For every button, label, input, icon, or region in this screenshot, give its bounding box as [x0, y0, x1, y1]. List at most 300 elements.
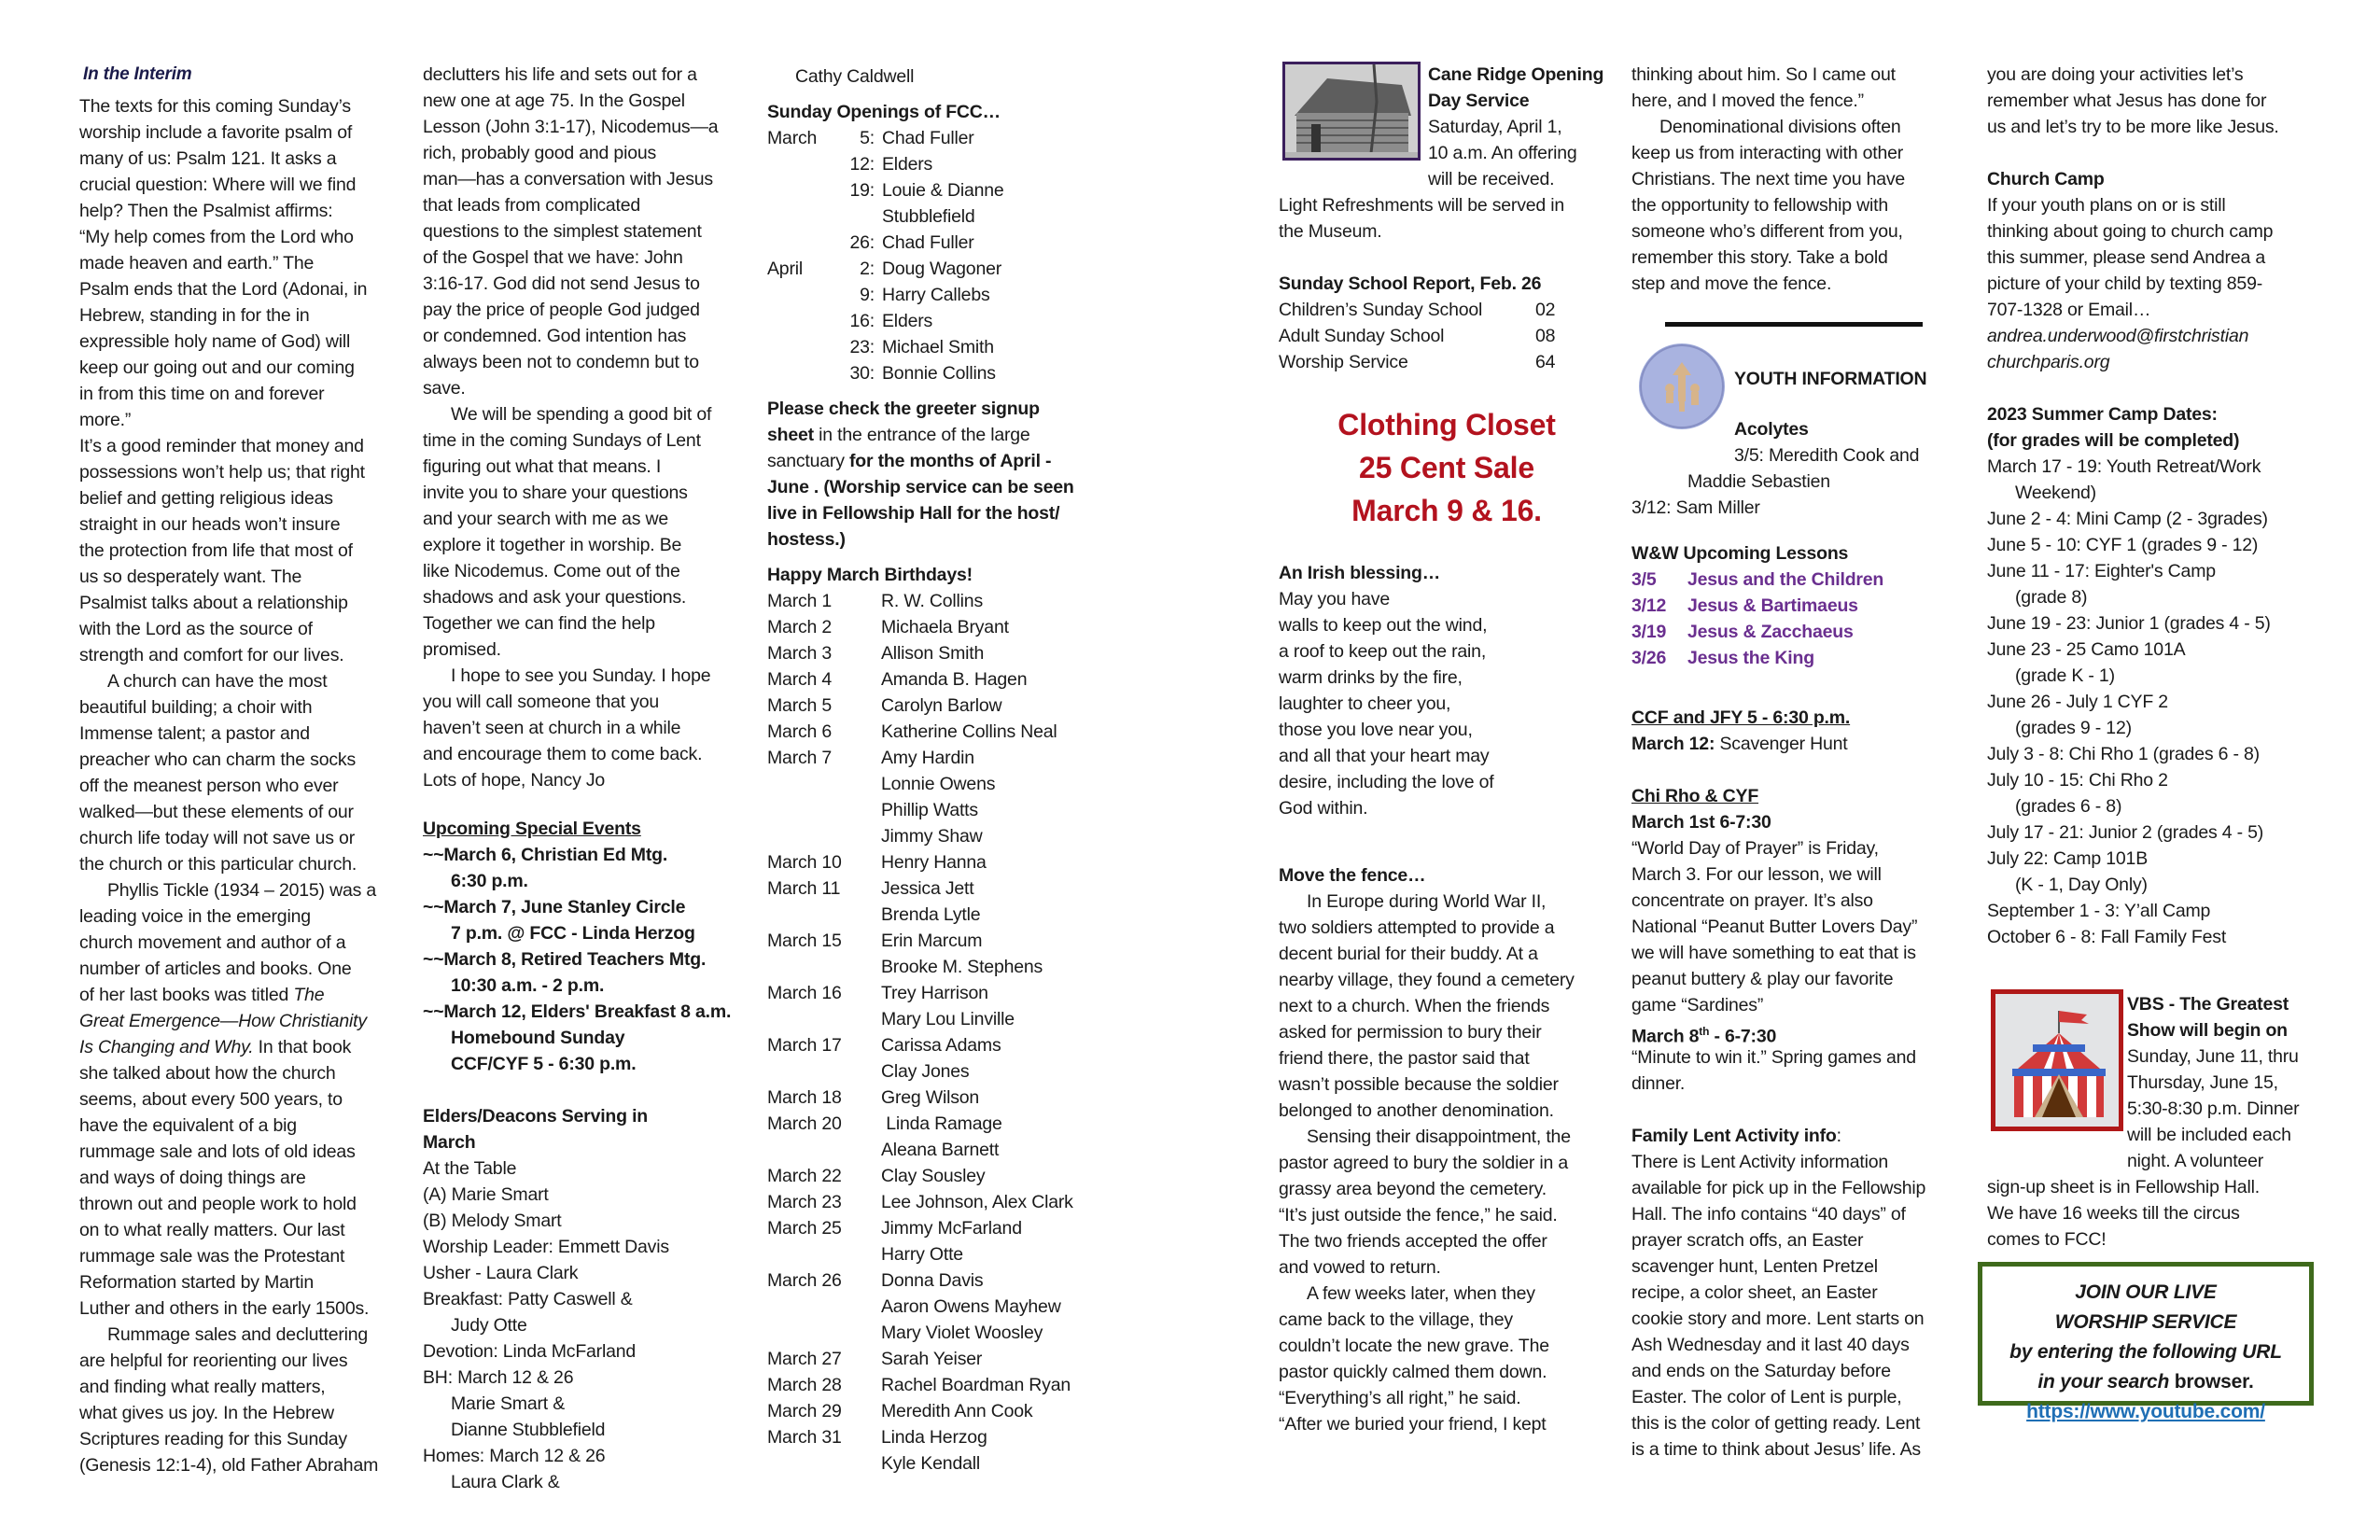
body-line: Luther and others in the early 1500s. — [79, 1298, 370, 1319]
birthday-row — [767, 849, 987, 875]
camp-date-row: June 11 - 17: Eighter's Camp — [1987, 561, 2216, 581]
body-line: rummage sale and lots of old ideas — [79, 1141, 356, 1162]
opening-day: 23: — [849, 337, 875, 357]
birthday-name: Mary Lou Linville — [881, 1009, 1015, 1029]
lent-line: cookie story and more. Lent starts on — [1631, 1309, 1925, 1329]
body-line: worship include a favorite psalm of — [79, 122, 353, 143]
camp-date-row: (K - 1, Day Only) — [2015, 875, 2148, 895]
body-line: Hebrew, standing in for the in — [79, 305, 310, 326]
colon: : — [1836, 1126, 1841, 1146]
body-line: and encourage them to come back. — [423, 744, 703, 764]
blessing-line: a roof to keep out the rain, — [1279, 641, 1487, 662]
closet-line: Clothing Closet — [1337, 408, 1556, 441]
opening-row — [767, 125, 974, 151]
opening-month: March — [767, 128, 818, 148]
body-line: man—has a conversation with Jesus — [423, 169, 713, 189]
opening-name: Harry Callebs — [882, 285, 990, 305]
chirho-line: March 3. For our lesson, we will — [1631, 864, 1882, 885]
birthday-row — [767, 954, 1043, 980]
birthday-date: March 5 — [767, 695, 833, 716]
body-line: shadows and ask your questions. — [423, 587, 687, 608]
email-line-1[interactable]: andrea.underwood@firstchristian — [1987, 326, 2249, 346]
camp-date-row: Weekend) — [2015, 483, 2096, 503]
camp-date-row: (grade 8) — [2015, 587, 2088, 608]
story-line: thinking about him. So I came out — [1631, 64, 1896, 85]
opening-name: Stubblefield — [882, 206, 975, 227]
vbs-line: will be included each — [2127, 1125, 2291, 1145]
body-line: Rummage sales and decluttering — [107, 1324, 369, 1345]
body-line: time in the coming Sundays of Lent — [423, 430, 701, 451]
blessing-line: laughter to cheer you, — [1279, 693, 1451, 714]
logo-icon — [1639, 343, 1725, 429]
camp-date-row: September 1 - 3: Y’all Camp — [1987, 901, 2211, 921]
story-line: Denominational divisions often — [1659, 117, 1901, 137]
event-line: ~~March 6, Christian Ed Mtg. — [423, 845, 668, 865]
body-line: more.” — [79, 410, 132, 430]
blessing-line: desire, including the love of — [1279, 772, 1494, 792]
camp-dates-heading: 2023 Summer Camp Dates: — [1987, 404, 2218, 425]
elder-line: Judy Otte — [451, 1315, 527, 1336]
cane-ridge-title: Cane Ridge Opening — [1428, 64, 1604, 85]
camp-date-row: June 5 - 10: CYF 1 (grades 9 - 12) — [1987, 535, 2259, 555]
lent-line: you are doing your activities let’s — [1987, 64, 2244, 85]
lesson-date: 3/12 — [1631, 595, 1667, 616]
article-heading: In the Interim — [83, 64, 192, 84]
camp-date-row: (grades 9 - 12) — [2015, 718, 2132, 738]
youtube-link[interactable]: https://www.youtube.com/ — [2026, 1401, 2265, 1422]
elder-line: Dianne Stubblefield — [451, 1420, 606, 1440]
body-text: of her last books was titled — [79, 985, 294, 1005]
vbs-title: VBS - The Greatest — [2127, 994, 2289, 1015]
birthday-row — [767, 928, 982, 954]
story-line: step and move the fence. — [1631, 273, 1832, 294]
lent-line: and ends on the Saturday before — [1631, 1361, 1891, 1381]
story-line: someone who’s different from you, — [1631, 221, 1903, 242]
elder-line: Laura Clark & — [451, 1472, 560, 1492]
acolyte-line: 3/5: Meredith Cook and — [1734, 445, 1920, 466]
lesson-date: 3/19 — [1631, 622, 1667, 642]
elder-line: Marie Smart & — [451, 1393, 566, 1414]
opening-day: 19: — [849, 180, 875, 201]
elder-line: Worship Leader: Emmett Davis — [423, 1237, 669, 1257]
cane-ridge-photo — [1282, 62, 1421, 161]
story-line: next to a church. When the friends — [1279, 996, 1550, 1016]
camp-line: 707-1328 or Email… — [1987, 300, 2151, 320]
body-line: save. — [423, 378, 466, 399]
birthday-date: March 6 — [767, 721, 833, 742]
birthday-row — [767, 1424, 987, 1450]
cane-ridge-line: Saturday, April 1, — [1428, 117, 1562, 137]
lesson-title: Jesus and the Children — [1687, 569, 1884, 590]
story-line: asked for permission to bury their — [1279, 1022, 1542, 1043]
body-line: Immense talent; a pastor and — [79, 723, 310, 744]
birthday-row — [767, 745, 974, 771]
opening-name: Louie & Dianne — [882, 180, 1004, 201]
birthday-date: March 15 — [767, 931, 842, 951]
greeter-line-1: Please check the greeter signup — [767, 399, 1040, 419]
event-line: CCF/CYF 5 - 6:30 p.m. — [451, 1054, 637, 1074]
body-line: many of us: Psalm 121. It asks a — [79, 148, 337, 169]
lesson-row — [1631, 593, 1858, 619]
live-line-4 — [1982, 1367, 2309, 1397]
opening-day: 26: — [849, 232, 875, 253]
birthday-name: Erin Marcum — [881, 931, 983, 951]
camp-date-row: March 17 - 19: Youth Retreat/Work — [1987, 456, 2261, 477]
elder-name: Cathy Caldwell — [795, 66, 915, 87]
vbs-line: Thursday, June 15, — [2127, 1072, 2278, 1093]
lent-line: scavenger hunt, Lenten Pretzel — [1631, 1256, 1878, 1277]
lesson-title: Jesus & Zacchaeus — [1687, 622, 1854, 642]
body-line: what gives us joy. In the Hebrew — [79, 1403, 334, 1423]
birthday-date: March 27 — [767, 1349, 842, 1369]
email-line-2[interactable]: churchparis.org — [1987, 352, 2110, 372]
birthday-name: R. W. Collins — [881, 591, 984, 611]
date-suffix: th — [1699, 1025, 1710, 1038]
birthday-row — [767, 1372, 1071, 1398]
story-line: In Europe during World War II, — [1307, 891, 1547, 912]
birthday-name: Allison Smith — [881, 643, 985, 664]
opening-day: 9: — [860, 285, 875, 305]
birthday-row — [767, 1085, 979, 1111]
story-line: the opportunity to fellowship with — [1631, 195, 1889, 216]
opening-row — [767, 256, 1001, 282]
body-line: and your search with me as we — [423, 509, 668, 529]
birthday-row — [767, 1032, 1001, 1058]
elders-heading-2: March — [423, 1132, 476, 1153]
chirho-date-1: March 1st 6-7:30 — [1631, 812, 1771, 833]
body-line: and ways of doing things are — [79, 1168, 306, 1188]
chirho-line: we will have something to eat that is — [1631, 943, 1916, 963]
body-line: (Genesis 12:1-4), old Father Abraham — [79, 1455, 379, 1476]
ccf-date: March 12: — [1631, 734, 1715, 754]
greeter-line-3 — [767, 448, 1051, 474]
lesson-date: 3/26 — [1631, 648, 1667, 668]
book-title: Is Changing and Why. — [79, 1037, 254, 1057]
live-worship-box — [1978, 1262, 2314, 1422]
ccf-line — [1631, 731, 1848, 757]
story-line: grassy area beyond the cemetery. — [1279, 1179, 1547, 1199]
lesson-row — [1631, 619, 1854, 645]
sunday-school-row — [1279, 323, 1555, 349]
blessing-line: God within. — [1279, 798, 1368, 819]
birthday-row — [767, 875, 973, 902]
story-line: Sensing their disappointment, the — [1307, 1127, 1571, 1147]
story-line: two soldiers attempted to provide a — [1279, 917, 1555, 938]
birthday-row — [767, 719, 1057, 745]
body-line: questions to the simplest statement — [423, 221, 702, 242]
opening-name: Doug Wagoner — [882, 259, 1002, 279]
openings-heading: Sunday Openings of FCC… — [767, 102, 1001, 122]
blessing-line: warm drinks by the fire, — [1279, 667, 1463, 688]
attendance-count: 64 — [1535, 352, 1556, 372]
section-divider — [1665, 322, 1923, 327]
fence-heading: Move the fence… — [1279, 865, 1426, 886]
birthday-name: Clay Sousley — [881, 1166, 986, 1186]
birthday-row — [767, 1450, 980, 1477]
blessing-line: May you have — [1279, 589, 1390, 609]
birthday-name: Katherine Collins Neal — [881, 721, 1057, 742]
body-line: in from this time on and forever — [79, 384, 325, 404]
body-line: Together we can find the help — [423, 613, 655, 634]
body-line: of the Gospel that we have: John — [423, 247, 683, 268]
opening-name: Chad Fuller — [882, 128, 974, 148]
body-line: Psalmist talks about a relationship — [79, 593, 348, 613]
vbs-line: night. A volunteer — [2127, 1151, 2264, 1171]
birthday-date: March 1 — [767, 591, 833, 611]
opening-name: Michael Smith — [882, 337, 994, 357]
opening-row — [767, 360, 996, 386]
body-line: We will be spending a good bit of — [451, 404, 712, 425]
camp-line: If your youth plans on or is still — [1987, 195, 2226, 216]
body-line: rummage sale was the Protestant — [79, 1246, 345, 1267]
story-line: friend there, the pastor said that — [1279, 1048, 1530, 1069]
greeter-line-2 — [767, 422, 1030, 448]
camp-date-row: (grade K - 1) — [2015, 665, 2115, 686]
body-line: keep our going out and our coming — [79, 357, 355, 378]
cane-ridge-line: the Museum. — [1279, 221, 1382, 242]
birthday-row — [767, 666, 1027, 693]
sunday-school-row — [1279, 297, 1555, 323]
body-line: that leads from complicated — [423, 195, 641, 216]
opening-row — [767, 334, 994, 360]
book-title: Great Emergence—How Christianity — [79, 1011, 367, 1031]
body-line: have the equivalent of a big — [79, 1115, 297, 1136]
body-line: like Nicodemus. Come out of the — [423, 561, 680, 581]
church-camp-heading: Church Camp — [1987, 169, 2105, 189]
body-line: Scriptures reading for this Sunday — [79, 1429, 347, 1449]
body-line: Psalm ends that the Lord (Adonai, in — [79, 279, 368, 300]
birthday-row — [767, 823, 983, 849]
elder-line: (B) Melody Smart — [423, 1211, 562, 1231]
lent-line: Easter. The color of Lent is purple, — [1631, 1387, 1902, 1407]
body-line: I hope to see you Sunday. I hope — [451, 665, 711, 686]
body-line: strength and comfort for our lives. — [79, 645, 344, 665]
story-line: “Everything’s all right,” he said. — [1279, 1388, 1521, 1408]
elder-line: Usher - Laura Clark — [423, 1263, 579, 1283]
story-line: decent burial for their buddy. At a — [1279, 944, 1538, 964]
birthday-row — [767, 1346, 982, 1372]
opening-name: Elders — [882, 311, 933, 331]
birthday-name: Brooke M. Stephens — [881, 957, 1043, 977]
birthday-date: March 3 — [767, 643, 833, 664]
birthday-date: March 28 — [767, 1375, 842, 1395]
story-line: and vowed to return. — [1279, 1257, 1441, 1278]
camp-line: this summer, please send Andrea a — [1987, 247, 2265, 268]
greeter-bold: sheet — [767, 425, 814, 445]
birthday-name: Greg Wilson — [881, 1087, 980, 1108]
youth-info-heading: YOUTH INFORMATION — [1734, 369, 1927, 389]
blessing-line: walls to keep out the wind, — [1279, 615, 1488, 636]
opening-row — [767, 151, 932, 177]
date-time: - 6-7:30 — [1709, 1026, 1777, 1047]
lent-line: us and let’s try to be more like Jesus. — [1987, 117, 2279, 137]
story-line: came back to the village, they — [1279, 1309, 1513, 1330]
greeter-line-6: hostess.) — [767, 529, 846, 550]
chirho-date-2 — [1631, 1018, 1777, 1047]
birthday-name: Lee Johnson, Alex Clark — [881, 1192, 1073, 1212]
birthday-row — [767, 1241, 963, 1267]
story-line: A few weeks later, when they — [1307, 1283, 1535, 1304]
birthday-name: Brenda Lytle — [881, 904, 981, 925]
event-line: 7 p.m. @ FCC - Linda Herzog — [451, 923, 695, 944]
story-line: here, and I moved the fence.” — [1631, 91, 1864, 111]
vbs-line: Sunday, June 11, thru — [2127, 1046, 2299, 1067]
opening-day: 5: — [860, 128, 875, 148]
chirho-line: “Minute to win it.” Spring games and — [1631, 1047, 1916, 1068]
vbs-line: comes to FCC! — [1987, 1229, 2107, 1250]
body-line: always been not to condemn but to — [423, 352, 699, 372]
opening-name: Bonnie Collins — [882, 363, 996, 384]
birthday-row — [767, 1320, 1043, 1346]
opening-day: 30: — [849, 363, 875, 384]
opening-name: Chad Fuller — [882, 232, 974, 253]
cane-ridge-line: will be received. — [1428, 169, 1555, 189]
birthday-name: Carissa Adams — [881, 1035, 1001, 1056]
chirho-line: “World Day of Prayer” is Friday, — [1631, 838, 1879, 859]
opening-day: 12: — [849, 154, 875, 175]
lent-line: prayer scratch offs, an Easter — [1631, 1230, 1864, 1251]
birthday-date: March 4 — [767, 669, 833, 690]
lesson-title: Jesus the King — [1687, 648, 1814, 668]
body-line: beautiful building; a choir with — [79, 697, 313, 718]
vbs-line: sign-up sheet is in Fellowship Hall. — [1987, 1177, 2260, 1197]
birthday-name: Henry Hanna — [881, 852, 987, 873]
birthday-date: March 17 — [767, 1035, 842, 1056]
live-line-2: WORSHIP SERVICE — [2054, 1311, 2237, 1333]
event-line: ~~March 12, Elders' Breakfast 8 a.m. — [423, 1001, 732, 1022]
birthday-name: Aaron Owens Mayhew — [881, 1296, 1061, 1317]
body-line: on to what really matters. Our last — [79, 1220, 345, 1240]
birthday-name: Linda Herzog — [881, 1427, 987, 1448]
body-line: or condemned. God intention has — [423, 326, 687, 346]
event-line: ~~March 7, June Stanley Circle — [423, 897, 686, 917]
birthday-date: March 29 — [767, 1401, 842, 1421]
cane-ridge-line: Light Refreshments will be served in — [1279, 195, 1565, 216]
body-line: us so desperately want. The — [79, 567, 302, 587]
birthday-row — [767, 1398, 1032, 1424]
body-line: with the Lord as the source of — [79, 619, 313, 639]
body-line: pay the price of people God judged — [423, 300, 700, 320]
closet-line: 25 Cent Sale — [1359, 451, 1534, 484]
birthday-name: Amanda B. Hagen — [881, 669, 1028, 690]
story-line: “It’s just outside the fence,” he said. — [1279, 1205, 1558, 1225]
body-line: the church or this particular church. — [79, 854, 357, 875]
birthday-date: March 23 — [767, 1192, 842, 1212]
birthday-row — [767, 1215, 1022, 1241]
attendance-label: Children’s Sunday School — [1279, 300, 1483, 320]
lesson-row — [1631, 567, 1883, 593]
birthday-row — [767, 1058, 969, 1085]
vbs-line: We have 16 weeks till the circus — [1987, 1203, 2240, 1224]
body-line: leading voice in the emerging — [79, 906, 311, 927]
birthday-name: Sarah Yeiser — [881, 1349, 983, 1369]
birthday-row — [767, 588, 983, 614]
lent-line: remember what Jesus has done for — [1987, 91, 2267, 111]
birthday-name: Harry Otte — [881, 1244, 963, 1265]
greeter-text: sanctuary — [767, 451, 849, 471]
birthday-name: Aleana Barnett — [881, 1140, 1000, 1160]
body-line: church life today will not save us or — [79, 828, 355, 848]
birthday-row — [767, 771, 995, 797]
body-line: off the meanest person who ever — [79, 776, 339, 796]
live-text: in your search — [2037, 1371, 2170, 1393]
body-line: number of articles and books. One — [79, 959, 352, 979]
body-line: possessions won’t help us; that right — [79, 462, 365, 483]
camp-date-row: June 23 - 25 Camo 101A — [1987, 639, 2186, 660]
date-text: March 8 — [1631, 1026, 1700, 1047]
body-line: haven’t seen at church in a while — [423, 718, 681, 738]
birthday-name: Mary Violet Woosley — [881, 1323, 1043, 1343]
body-line: walked—but these elements of our — [79, 802, 354, 822]
chirho-heading: Chi Rho & CYF — [1631, 786, 1759, 806]
birthdays-heading: Happy March Birthdays! — [767, 565, 973, 585]
birthday-row — [767, 980, 988, 1006]
camp-date-row: July 10 - 15: Chi Rho 2 — [1987, 770, 2168, 791]
body-line: “My help comes from the Lord who — [79, 227, 354, 247]
sunday-school-heading: Sunday School Report, Feb. 26 — [1279, 273, 1542, 294]
body-line: Phyllis Tickle (1934 – 2015) was a — [107, 880, 377, 901]
body-line: explore it together in worship. Be — [423, 535, 682, 555]
camp-date-row: July 3 - 8: Chi Rho 1 (grades 6 - 8) — [1987, 744, 2260, 764]
lesson-row — [1631, 645, 1814, 671]
event-line: ~~March 8, Retired Teachers Mtg. — [423, 949, 707, 970]
irish-blessing-heading: An Irish blessing… — [1279, 563, 1441, 583]
body-line: the protection from life that most of — [79, 540, 353, 561]
attendance-label: Worship Service — [1279, 352, 1408, 372]
opening-row — [767, 177, 1004, 203]
birthday-date: March 20 — [767, 1113, 842, 1134]
story-line: pastor agreed to bury the soldier in a — [1279, 1153, 1569, 1173]
birthday-date: March 16 — [767, 983, 842, 1003]
events-heading: Upcoming Special Events — [423, 819, 641, 839]
camp-date-row: October 6 - 8: Fall Family Fest — [1987, 927, 2227, 947]
chirho-line: game “Sardines” — [1631, 995, 1764, 1015]
birthday-row — [767, 1137, 999, 1163]
lent-heading-line — [1631, 1123, 1841, 1149]
opening-row — [767, 308, 932, 334]
story-line: “After we buried your friend, I kept — [1279, 1414, 1547, 1435]
body-line: expressible holy name of God) will — [79, 331, 351, 352]
live-text: browser. — [2169, 1371, 2254, 1393]
ccf-heading: CCF and JFY 5 - 6:30 p.m. — [1631, 707, 1851, 728]
body-line: Lots of hope, Nancy Jo — [423, 770, 606, 791]
camp-date-row: July 17 - 21: Junior 2 (grades 4 - 5) — [1987, 822, 2264, 843]
lent-heading: Family Lent Activity info — [1631, 1126, 1837, 1146]
birthday-name: Michaela Bryant — [881, 617, 1009, 637]
opening-row — [767, 282, 990, 308]
birthday-name: Amy Hardin — [881, 748, 974, 768]
lent-line: this is the color of getting ready. Lent — [1631, 1413, 1921, 1434]
acolyte-line: Maddie Sebastien — [1687, 471, 1830, 492]
story-line: Christians. The next time you have — [1631, 169, 1906, 189]
vbs-title-2: Show will begin on — [2127, 1020, 2288, 1041]
ccf-activity: Scavenger Hunt — [1715, 734, 1848, 754]
birthday-name: Linda Ramage — [881, 1113, 1002, 1134]
story-line: belonged to another denomination. — [1279, 1100, 1554, 1121]
body-line: straight in our heads won’t insure — [79, 514, 341, 535]
story-line: pastor quickly calmed them down. — [1279, 1362, 1547, 1382]
birthday-row — [767, 1006, 1015, 1032]
body-line — [79, 1008, 367, 1034]
children-worship-wonder-logo — [1639, 343, 1725, 429]
body-line: thrown out and people work to hold — [79, 1194, 357, 1214]
story-line: nearby village, they found a cemetery — [1279, 970, 1575, 990]
birthday-row — [767, 614, 1009, 640]
story-line: The two friends accepted the offer — [1279, 1231, 1547, 1252]
camp-date-row: (grades 6 - 8) — [2015, 796, 2122, 817]
birthday-name: Clay Jones — [881, 1061, 970, 1082]
birthday-row — [767, 1267, 983, 1294]
